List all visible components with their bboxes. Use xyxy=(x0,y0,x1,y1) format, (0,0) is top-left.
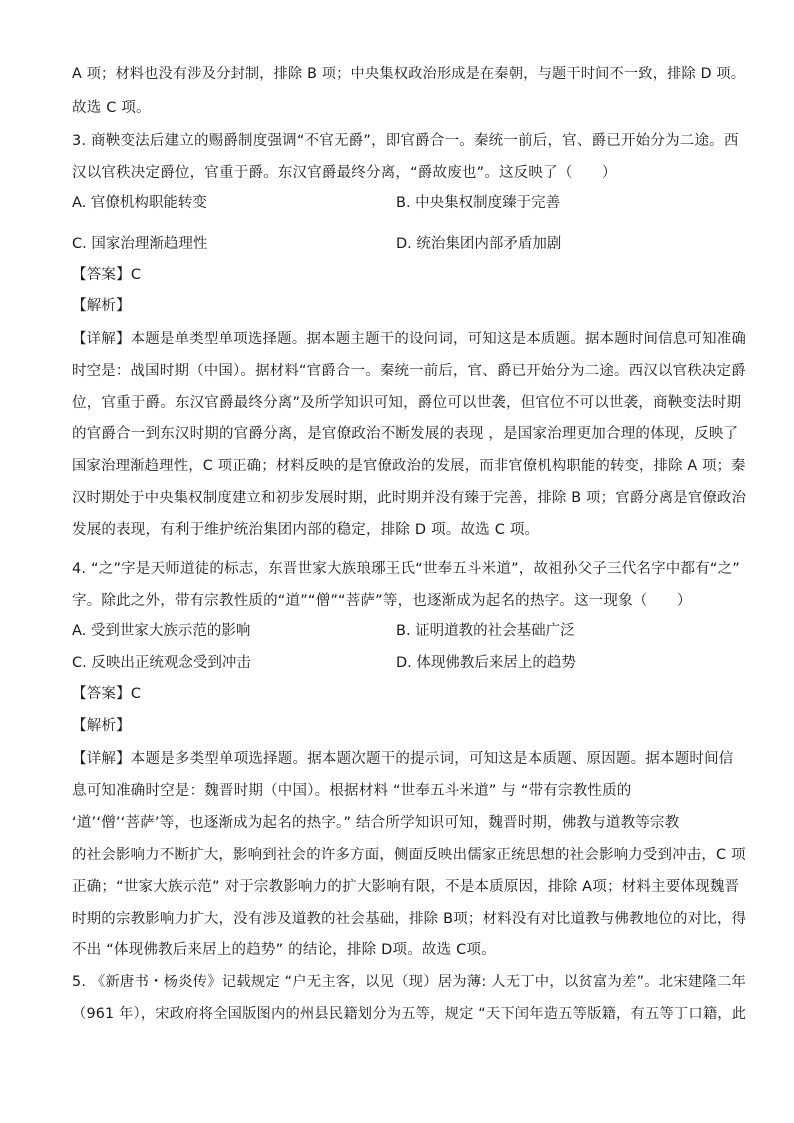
text-line-1: A 项；材料也没有涉及分封制，排除 B 项；中央集权政治形成是在秦朝，与题干时间不一致，排除 D 项。 xyxy=(72,66,746,82)
q5-stem-line-2: （961 年），宋政府将全国版图内的州县民籍划分为五等，规定 “天下闰年造五等版籍，有五等丁口籍，此 xyxy=(72,1006,747,1022)
text-line-2: 故选 C 项。 xyxy=(72,100,151,116)
q3-detail-line-4: 的官爵合一到东汉时期的官爵分离，是官僚政治不断发展的表现 ，是国家治理更加合理的体现，反映了 xyxy=(72,426,739,442)
q3-answer-label: 【答案】 xyxy=(72,267,131,283)
q4-detail-line-2: 息可知准确时空是：魏晋时期（中国）。根据材料 “世奉五斗米道” 与 “带有宗教性质的 xyxy=(72,783,632,799)
q3-option-d: D. 统治集团内部矛盾加剧 xyxy=(396,236,562,252)
q4-answer-value: C xyxy=(130,686,142,702)
q4-detail-line-5: 正确；“世家大族示范” 对于宗教影响力的扩大影响有限，不是本质原因，排除 A项；材料主要体现魏晋 xyxy=(72,879,740,895)
q3-stem-line-2: 汉以官秩决定爵位，官重于爵。东汉官爵最终分离，“爵故废也”。这反映了（ ） xyxy=(72,165,617,181)
q3-option-b: B. 中央集权制度臻于完善 xyxy=(396,195,561,211)
q3-answer xyxy=(72,265,141,285)
q3-analysis-label: 【解析】 xyxy=(72,298,131,314)
q4-option-b: B. 证明道教的社会基础广泛 xyxy=(396,623,575,639)
q5-stem-line-1: 5. 《新唐书・杨炎传》记载规定 “户无主客，以见（现）居为薄: 人无丁中，以贫富为差”。北宋建隆二年 xyxy=(72,974,747,990)
q3-detail-line-5: 国家治理渐趋理性，C 项正确；材料反映的是官僚政治的发展，而非官僚机构职能的转变，排除 A 项；秦 xyxy=(72,458,746,474)
q4-answer-label: 【答案】 xyxy=(72,686,131,702)
q4-answer xyxy=(72,684,141,704)
q4-option-c: C. 反映出正统观念受到冲击 xyxy=(72,655,251,671)
q3-detail-line-1: 【详解】本题是单类型单项选择题。据本题主题干的设问词，可知这是本质题。据本题时间信息可知准确 xyxy=(72,331,747,347)
q4-detail-line-7: 不出 “体现佛教后来居上的趋势” 的结论，排除 D项。故选 C项。 xyxy=(72,942,496,958)
q4-detail-line-6: 时期的宗教影响力扩大，没有涉及道教的社会基础，排除 B项；材料没有对比道教与佛教地位的对比，得 xyxy=(72,911,747,927)
q3-detail-line-3: 位，官重于爵。东汉官爵最终分离”及所学知识可知，爵位可以世袭，但官位不可以世袭，商鞅变法时期 xyxy=(72,395,742,411)
q4-analysis-label: 【解析】 xyxy=(72,718,131,734)
q3-option-a: A. 官僚机构职能转变 xyxy=(72,195,207,211)
q4-stem-line-2: 字。除此之外，带有宗教性质的“道”“僧”“菩萨”等，也逐渐成为起名的热字。这一现象（ ） xyxy=(72,593,692,609)
q3-stem-line-1: 3. 商鞅变法后建立的赐爵制度强调“不官无爵”，即官爵合一。秦统一前后，官、爵已开始分为二途。西 xyxy=(72,133,739,149)
q4-stem-line-1: 4. “之”字是天师道徒的标志，东晋世家大族琅琊王氏“世奉五斗米道”，故祖孙父子三代名字中都有“之” xyxy=(72,561,741,577)
q3-option-c: C. 国家治理渐趋理性 xyxy=(72,236,208,252)
q4-option-d: D. 体现佛教后来居上的趋势 xyxy=(396,655,576,671)
q4-detail-line-4: 的社会影响力不断扩大，影响到社会的许多方面，侧面反映出儒家正统思想的社会影响力受到冲击，C 项 xyxy=(72,847,746,863)
q3-detail-line-6: 汉时期处于中央集权制度建立和初步发展时期，此时期并没有臻于完善，排除 B 项；官爵分离是官僚政治 xyxy=(72,490,747,506)
q3-answer-value: C xyxy=(130,267,142,283)
q4-detail-line-3: ‘道’‘僧’‘菩萨’等，也逐渐成为起名的热字。” 结合所学知识可知，魏晋时期，佛教与道教等宗教 xyxy=(72,815,680,831)
q4-option-a: A. 受到世家大族示范的影响 xyxy=(72,623,251,639)
q4-detail-line-1: 【详解】本题是多类型单项选择题。据本题次题干的提示词，可知这是本质题、原因题。据本题时间信 xyxy=(72,751,734,767)
q3-detail-line-2: 时空是：战国时期（中国）。据材料“官爵合一。秦统一前后，官、爵已开始分为二途。西汉以官秩决定爵 xyxy=(72,363,746,379)
q3-detail-line-7: 发展的表现，有利于维护统治集团内部的稳定，排除 D 项。故选 C 项。 xyxy=(72,522,540,538)
